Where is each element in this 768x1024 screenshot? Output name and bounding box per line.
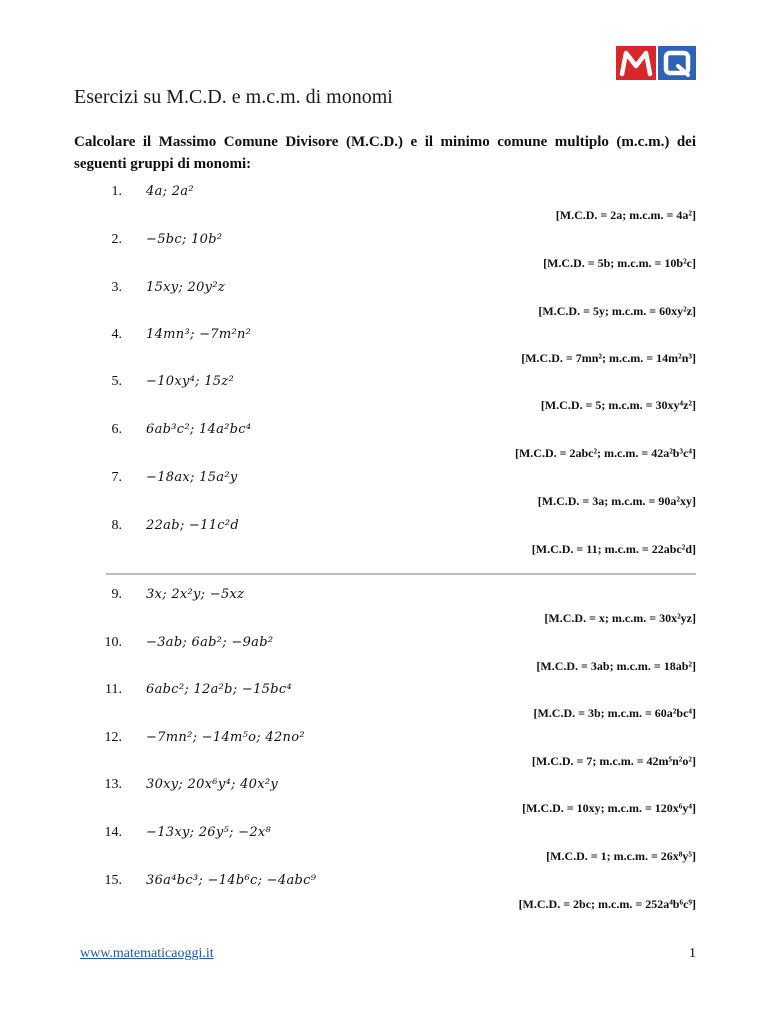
exercise-item <box>0 326 768 374</box>
exercise-number: 5. <box>111 374 122 389</box>
exercise-item <box>0 279 768 327</box>
exercise-item <box>0 469 768 517</box>
exercise-solution: [M.C.D. = 7; m.c.m. = 42m⁵n²o²] <box>531 754 696 768</box>
exercise-item <box>0 231 768 279</box>
exercise-number: 2. <box>111 232 122 247</box>
exercise-number: 15. <box>104 873 122 888</box>
exercise-expression: −18ax; 15a²y <box>146 470 238 485</box>
exercise-item <box>0 824 768 872</box>
exercise-expression: 6ab³c²; 14a²bc⁴ <box>146 422 252 437</box>
exercise-number: 8. <box>111 518 122 533</box>
exercise-item <box>0 373 768 421</box>
exercise-expression: 3x; 2x²y; −5xz <box>146 587 245 602</box>
exercise-number: 13. <box>104 777 122 792</box>
instructions-text: Calcolare il Massimo Comune Divisore (M.C.D.) e il minimo comune multiplo (m.c.m.) dei seguenti gruppi di monomi: <box>74 134 696 172</box>
exercise-number: 6. <box>111 422 122 437</box>
exercise-number: 1. <box>111 184 122 199</box>
exercise-solution: [M.C.D. = 5; m.c.m. = 30xy⁴z²] <box>540 398 696 412</box>
exercise-solution: [M.C.D. = 2a; m.c.m. = 4a²] <box>555 208 696 222</box>
exercise-solution: [M.C.D. = 11; m.c.m. = 22abc²d] <box>531 542 696 556</box>
exercise-expression: 22ab; −11c²d <box>146 518 239 533</box>
exercise-item <box>0 586 768 634</box>
exercise-item <box>0 872 768 920</box>
exercise-expression: 15xy; 20y²z <box>146 280 225 295</box>
exercise-expression: 6abc²; 12a²b; −15bc⁴ <box>146 682 292 697</box>
exercise-expression: 4a; 2a² <box>146 184 194 199</box>
exercise-item <box>0 776 768 824</box>
exercise-solution: [M.C.D. = 3b; m.c.m. = 60a²bc⁴] <box>533 706 696 720</box>
exercise-number: 9. <box>111 587 122 602</box>
exercise-item <box>0 681 768 729</box>
page-title: Esercizi su M.C.D. e m.c.m. di monomi <box>74 86 393 108</box>
exercise-item <box>0 729 768 777</box>
page-number: 1 <box>689 946 696 961</box>
exercise-number: 10. <box>104 635 122 650</box>
exercise-solution: [M.C.D. = 2abc²; m.c.m. = 42a²b³c⁴] <box>514 446 696 460</box>
exercise-number: 4. <box>111 327 122 342</box>
exercise-solution: [M.C.D. = 10xy; m.c.m. = 120x⁶y⁴] <box>522 801 696 815</box>
exercise-solution: [M.C.D. = 1; m.c.m. = 26x⁸y⁵] <box>546 849 696 863</box>
exercise-expression: 14mn³; −7m²n² <box>146 327 252 342</box>
exercise-solution: [M.C.D. = x; m.c.m. = 30x²yz] <box>544 611 696 625</box>
exercise-expression: 30xy; 20x⁶y⁴; 40x²y <box>146 777 279 792</box>
exercise-expression: −7mn²; −14m⁵o; 42no² <box>146 730 305 745</box>
exercise-number: 11. <box>105 682 122 697</box>
exercise-solution: [M.C.D. = 3a; m.c.m. = 90a²xy] <box>537 494 696 508</box>
exercise-expression: −3ab; 6ab²; −9ab² <box>146 635 274 650</box>
exercise-solution: [M.C.D. = 5y; m.c.m. = 60xy²z] <box>538 304 696 318</box>
exercise-item <box>0 183 768 231</box>
exercise-expression: 36a⁴bc³; −14b⁶c; −4abc⁹ <box>146 873 317 888</box>
footer-website-link[interactable]: www.matematicaoggi.it <box>80 946 214 961</box>
matematicaoggi-logo <box>616 44 696 82</box>
exercise-item <box>0 634 768 682</box>
exercise-number: 3. <box>111 280 122 295</box>
section-divider <box>106 573 696 575</box>
exercise-expression: −5bc; 10b² <box>146 232 223 247</box>
exercise-item <box>0 421 768 469</box>
exercise-expression: −10xy⁴; 15z² <box>146 374 235 389</box>
exercise-number: 12. <box>104 730 122 745</box>
exercise-item <box>0 517 768 565</box>
exercise-solution: [M.C.D. = 7mn²; m.c.m. = 14m²n³] <box>521 351 696 365</box>
exercise-solution: [M.C.D. = 5b; m.c.m. = 10b²c] <box>543 256 696 270</box>
exercise-number: 7. <box>111 470 122 485</box>
exercise-solution: [M.C.D. = 2bc; m.c.m. = 252a⁴b⁶c⁹] <box>518 897 696 911</box>
exercise-expression: −13xy; 26y⁵; −2x⁸ <box>146 825 272 840</box>
exercise-solution: [M.C.D. = 3ab; m.c.m. = 18ab²] <box>536 659 696 673</box>
exercise-number: 14. <box>104 825 122 840</box>
